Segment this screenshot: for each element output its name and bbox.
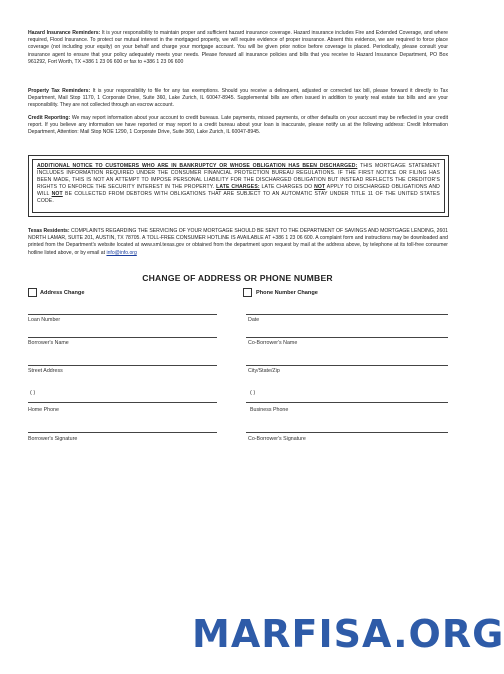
date-field[interactable]	[246, 314, 448, 315]
coborrower-signature-label: Co-Borrower's Signature	[248, 436, 306, 442]
business-phone-field[interactable]	[246, 402, 448, 403]
home-phone-label: Home Phone	[28, 407, 59, 413]
coborrower-name-field[interactable]	[246, 337, 448, 338]
bankruptcy-notice-box	[28, 155, 449, 217]
bankruptcy-notice-heading: ADDITIONAL NOTICE TO CUSTOMERS WHO ARE IN BANKRUPTCY OR WHOSE OBLIGATION HAS BEEN DISCHARGED:	[37, 163, 358, 169]
borrower-name-field[interactable]	[28, 337, 217, 338]
coborrower-signature-field[interactable]	[246, 432, 448, 433]
hazard-insurance-heading: Hazard Insurance Reminders:	[28, 30, 101, 36]
phone-change-checkbox[interactable]	[243, 288, 252, 297]
property-tax-text: It is your responsibility to file for any tax exemptions. Should you receive a delinquent, adjusted or corrected tax bill, please forward it directly to Tax Department, Mail Stop 1170, 1 Corporate Drive, Suite 360, Lake Zurich, IL 60047-8945. Supplemental bills are often issued in addition to yearly real estate tax bills and are your responsibility. They are not collected through an escrow account.	[28, 88, 449, 109]
late-charges-not-1: NOT	[314, 184, 326, 190]
late-charges-text-b: APPLY TO DISCHARGED OBLIGATIONS AND WILL	[37, 184, 441, 197]
city-state-zip-label: City/State/Zip	[248, 368, 280, 374]
loan-number-field[interactable]	[28, 314, 217, 315]
credit-reporting-heading: Credit Reporting:	[28, 115, 71, 121]
coborrower-name-label: Co-Borrower's Name	[248, 340, 298, 346]
late-charges-text-a: LATE CHARGES DO	[261, 184, 313, 190]
texas-email-link[interactable]: info@info.org	[106, 249, 137, 256]
logo-part-1: MARFISA	[192, 612, 394, 656]
late-charges-not-2: NOT	[51, 191, 63, 197]
logo-separator: .	[393, 612, 409, 656]
texas-residents-paragraph	[28, 228, 448, 257]
bankruptcy-notice-text	[32, 159, 445, 213]
hazard-insurance-paragraph	[28, 30, 448, 66]
form-title: CHANGE OF ADDRESS OR PHONE NUMBER	[142, 273, 333, 283]
street-address-field[interactable]	[28, 365, 217, 366]
late-charges-text-c: BE COLLECTED FROM DEBTORS WITH OBLIGATIONS THAT ARE SUBJECT TO AN AUTOMATIC STAY UNDER TITLE 11 OF THE UNITED STATES CODE.	[37, 191, 440, 204]
bankruptcy-notice-body: THIS MORTGAGE STATEMENT INCLUDES INFORMATION REQUIRED UNDER THE CONSUMER FINANCIAL PROTECTION BUREAU REGULATIONS. IF THE FIRST NOTICE OR FILING HAS BEEN MADE, THIS IS NOT AN ATTEMPT TO IMPOSE PERSONAL LIABILITY FOR THE DISCHARGED OBLIGATION BUT INSTEAD REFLECTS THE CREDITOR'S RIGHTS TO ENFORCE THE SECURITY INTEREST IN THE PROPERTY.	[37, 163, 440, 190]
texas-residents-heading: Texas Residents:	[28, 228, 70, 234]
hazard-insurance-text: It is your responsibility to maintain proper and sufficient hazard insurance coverage. Hazard insurance includes Fire and Extended Coverage, and where required, Flood Insurance. To protect our mutual interest in the mortgaged property, we will require evidence of proper insurance. Absent this evidence, we are required to force place coverage (not including your equity) on your behalf and charge your mortgage account. You will be given prior notice before coverage is placed. Periodically, please consult your insurance agent to ensure that your policy adequately meets your needs. Please forward all insurance policies and bills that you receive to Hazard Insurance Department, PO Box 961292, Fort Worth, TX +386 1 23 06 600 or fax to +386 1 23 06 600	[28, 30, 449, 65]
address-change-label: Address Change	[40, 290, 85, 296]
property-tax-paragraph	[28, 88, 448, 110]
street-address-label: Street Address	[28, 368, 63, 374]
home-phone-field[interactable]	[28, 402, 217, 403]
marfisa-logo	[192, 612, 504, 656]
home-phone-area-code: ( )	[30, 390, 36, 396]
city-state-zip-field[interactable]	[246, 365, 448, 366]
business-phone-area-code: ( )	[250, 390, 256, 396]
phone-change-label: Phone Number Change	[256, 290, 318, 296]
credit-reporting-paragraph	[28, 115, 448, 137]
late-charges-heading: LATE CHARGES:	[216, 184, 260, 190]
borrower-signature-field[interactable]	[28, 432, 217, 433]
loan-number-label: Loan Number	[28, 317, 61, 323]
texas-residents-text: COMPLAINTS REGARDING THE SERVICING OF YOUR MORTGAGE SHOULD BE SENT TO THE DEPARTMENT OF SAVINGS AND MORTGAGE LENDING, 2601 NORTH LAMAR, SUITE 201, AUSTIN, TX 78705. A TOLL-FREE CONSUMER HOTLINE IS AVAILABLE AT +386 1 23 06 600. A complaint form and instructions may be downloaded and printed from the Department's website located at www.sml.texas.gov or obtained from the department upon request by mail at the address above, by telephone at its toll-free consumer hotline listed above, or by email at	[28, 228, 448, 256]
business-phone-label: Business Phone	[250, 407, 289, 413]
logo-part-2: ORG	[408, 612, 504, 656]
credit-reporting-text: We may report information about your account to credit bureaus. Late payments, missed payments, or other defaults on your account may be reflected in your credit report. If you believe any information we have reported or may report to a credit bureau about your loan is inaccurate, please notify us at the following address: Credit Information Department, Attention: Mail Stop NOE 1290, 1 Corporate Drive, Suite 360, Lake Zurich, IL 60047-8945.	[28, 115, 448, 136]
borrower-name-label: Borrower's Name	[28, 340, 69, 346]
property-tax-heading: Property Tax Reminders:	[28, 88, 91, 94]
date-label: Date	[248, 317, 260, 323]
borrower-signature-label: Borrower's Signature	[28, 436, 78, 442]
address-change-checkbox[interactable]	[28, 288, 37, 297]
